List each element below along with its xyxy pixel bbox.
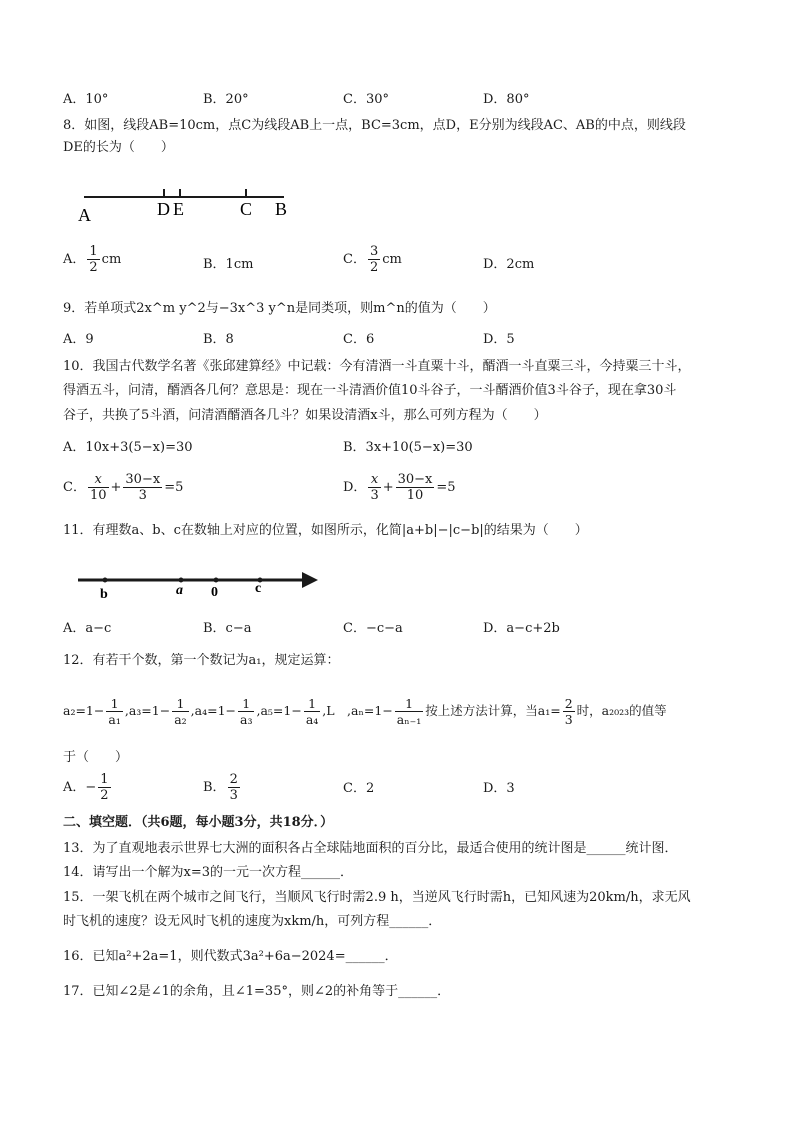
q11-text: 11．有理数a、b、c在数轴上对应的位置，如图所示，化简|a+b|−|c−b|的结果为（ ） <box>63 523 588 538</box>
label-a: a <box>176 583 183 598</box>
q15-line2: 时飞机的速度？设无风时飞机的速度为xkm/h，可列方程______． <box>63 914 442 929</box>
label-c: C <box>240 199 253 219</box>
label-e: E <box>173 199 184 219</box>
q7-option-c: C．30° <box>343 92 389 107</box>
q12-option-d: D．3 <box>483 781 515 796</box>
fraction: $\frac{1}{\text{a₁}}$ <box>108 696 121 727</box>
point-zero <box>214 578 219 583</box>
q10-option-b: B．3x+10(5−x)=30 <box>343 440 473 455</box>
q12-formula: a₂=1− $\frac{1}{\text{a₁}}$ ,a₃=1− $\frac{1}{\text{a₂}}$ ,a₄=1− $\frac{1}{\text{a₃}}$ ,a₅=1− $\frac{1}{\text{a₄}}$ ,L ,aₙ=1− $\frac{1}{\text{aₙ₋₁}}$ 按上述方法计算，当a₁= $\frac{2}{3}$ 时，a₂₀₂₃的值等 <box>63 696 667 727</box>
label-zero: 0 <box>211 585 218 600</box>
q9-option-b: B．8 <box>203 332 234 347</box>
q8-line1: 8．如图，线段AB=10cm，点C为线段AB上一点，BC=3cm，点D，E分别为线段AC、AB的中点，则线段 <box>63 118 686 133</box>
q12-option-a: A．− $\frac{1}{2}$ <box>63 772 109 803</box>
q14-text: 14．请写出一个解为x=3的一元一次方程______． <box>63 865 354 880</box>
fraction: $\frac{1}{2}$ <box>100 772 109 803</box>
fraction: $\frac{1}{\text{a₂}}$ <box>174 696 187 727</box>
q8-option-a: A． $\frac{1}{2}$ cm <box>63 244 122 275</box>
q13-text: 13．为了直观地表示世界七大洲的面积各占全球陆地面积的百分比，最适合使用的统计图是______统计图． <box>63 841 678 856</box>
q15-line1: 15．一架飞机在两个城市之间飞行，当顺风飞行时需2.9 h，当逆风飞行时需h，已知风速为20km/h，求无风 <box>63 890 691 905</box>
label-d: D <box>157 199 170 219</box>
label-b: b <box>100 587 108 602</box>
fraction: $\frac{2}{3}$ <box>564 696 573 727</box>
section-heading: 二、填空题．（共6题，每小题3分，共18分．） <box>63 815 334 830</box>
label-a: A <box>78 205 91 225</box>
point-a <box>179 578 184 583</box>
fraction: $\frac{30-x}{10}$ <box>397 472 433 503</box>
q10-option-d: D． $\frac{x}{3}$ + $\frac{30-x}{10}$ =5 <box>343 472 456 503</box>
label-b: B <box>275 199 288 219</box>
fraction: $\frac{1}{\text{a₄}}$ <box>305 696 319 727</box>
q8-option-b: B．1cm <box>203 257 254 272</box>
q7-option-a: A．10° <box>63 92 109 107</box>
q8-line2: DE的长为（ ） <box>63 140 174 155</box>
fraction: $\frac{x}{3}$ <box>370 472 379 503</box>
q8-segment-figure <box>70 185 300 227</box>
fraction: $\frac{1}{\text{aₙ₋₁}}$ <box>396 696 422 727</box>
point-b <box>103 578 108 583</box>
fraction: $\frac{3}{2}$ <box>369 244 379 275</box>
fraction: $\frac{30-x}{3}$ <box>125 472 161 503</box>
q7-option-b: B．20° <box>203 92 249 107</box>
q10-line1: 10．我国古代数学名著《张邱建算经》中记载：今有清酒一斗直粟十斗，醑酒一斗直粟三斗，今持粟三十斗， <box>63 359 691 374</box>
q10-line3: 谷子，共换了5斗酒，问清酒醑酒各几斗？如果设清酒x斗，那么可列方程为（ ） <box>63 408 547 423</box>
q16-text: 16．已知a²+2a=1，则代数式3a²+6a−2024=______． <box>63 949 398 964</box>
q9-option-d: D．5 <box>483 332 515 347</box>
fraction: $\frac{1}{\text{a₃}}$ <box>240 696 253 727</box>
q10-option-a: A．10x+3(5−x)=30 <box>63 440 193 455</box>
arrow-right-icon <box>302 572 318 588</box>
q9-option-a: A．9 <box>63 332 94 347</box>
q9-text: 9．若单项式2x^m y^2与−3x^3 y^n是同类项，则m^n的值为（ ） <box>63 301 496 316</box>
q11-option-a: A．a−c <box>63 621 112 636</box>
fraction: $\frac{2}{3}$ <box>229 772 238 803</box>
q12-option-c: C．2 <box>343 781 375 796</box>
q9-option-c: C．6 <box>343 332 375 347</box>
fraction: $\frac{x}{10}$ <box>89 472 107 503</box>
q12-line3: 于（ ） <box>63 750 129 765</box>
q11-number-line <box>70 568 330 604</box>
q10-line2: 得酒五斗，问清，醑酒各几何？意思是：现在一斗清酒价值10斗谷子，一斗醑酒价值3斗谷子，现在拿30斗 <box>63 383 677 398</box>
q7-option-d: D．80° <box>483 92 530 107</box>
q10-option-c: C． $\frac{x}{10}$ + $\frac{30-x}{3}$ =5 <box>63 472 184 503</box>
q12-option-b: B． $\frac{2}{3}$ <box>203 772 238 803</box>
q8-option-c: C． $\frac{3}{2}$ cm <box>343 244 402 275</box>
q8-option-d: D．2cm <box>483 257 535 272</box>
q11-option-c: C．−c−a <box>343 621 403 636</box>
q12-line1: 12．有若干个数，第一个数记为a₁，规定运算： <box>63 653 340 668</box>
label-c: c <box>255 581 262 596</box>
q17-text: 17．已知∠2是∠1的余角，且∠1=35°，则∠2的补角等于______． <box>63 984 451 999</box>
q11-option-b: B．c−a <box>203 621 252 636</box>
fraction: $\frac{1}{2}$ <box>89 244 98 275</box>
q11-option-d: D．a−c+2b <box>483 621 560 636</box>
